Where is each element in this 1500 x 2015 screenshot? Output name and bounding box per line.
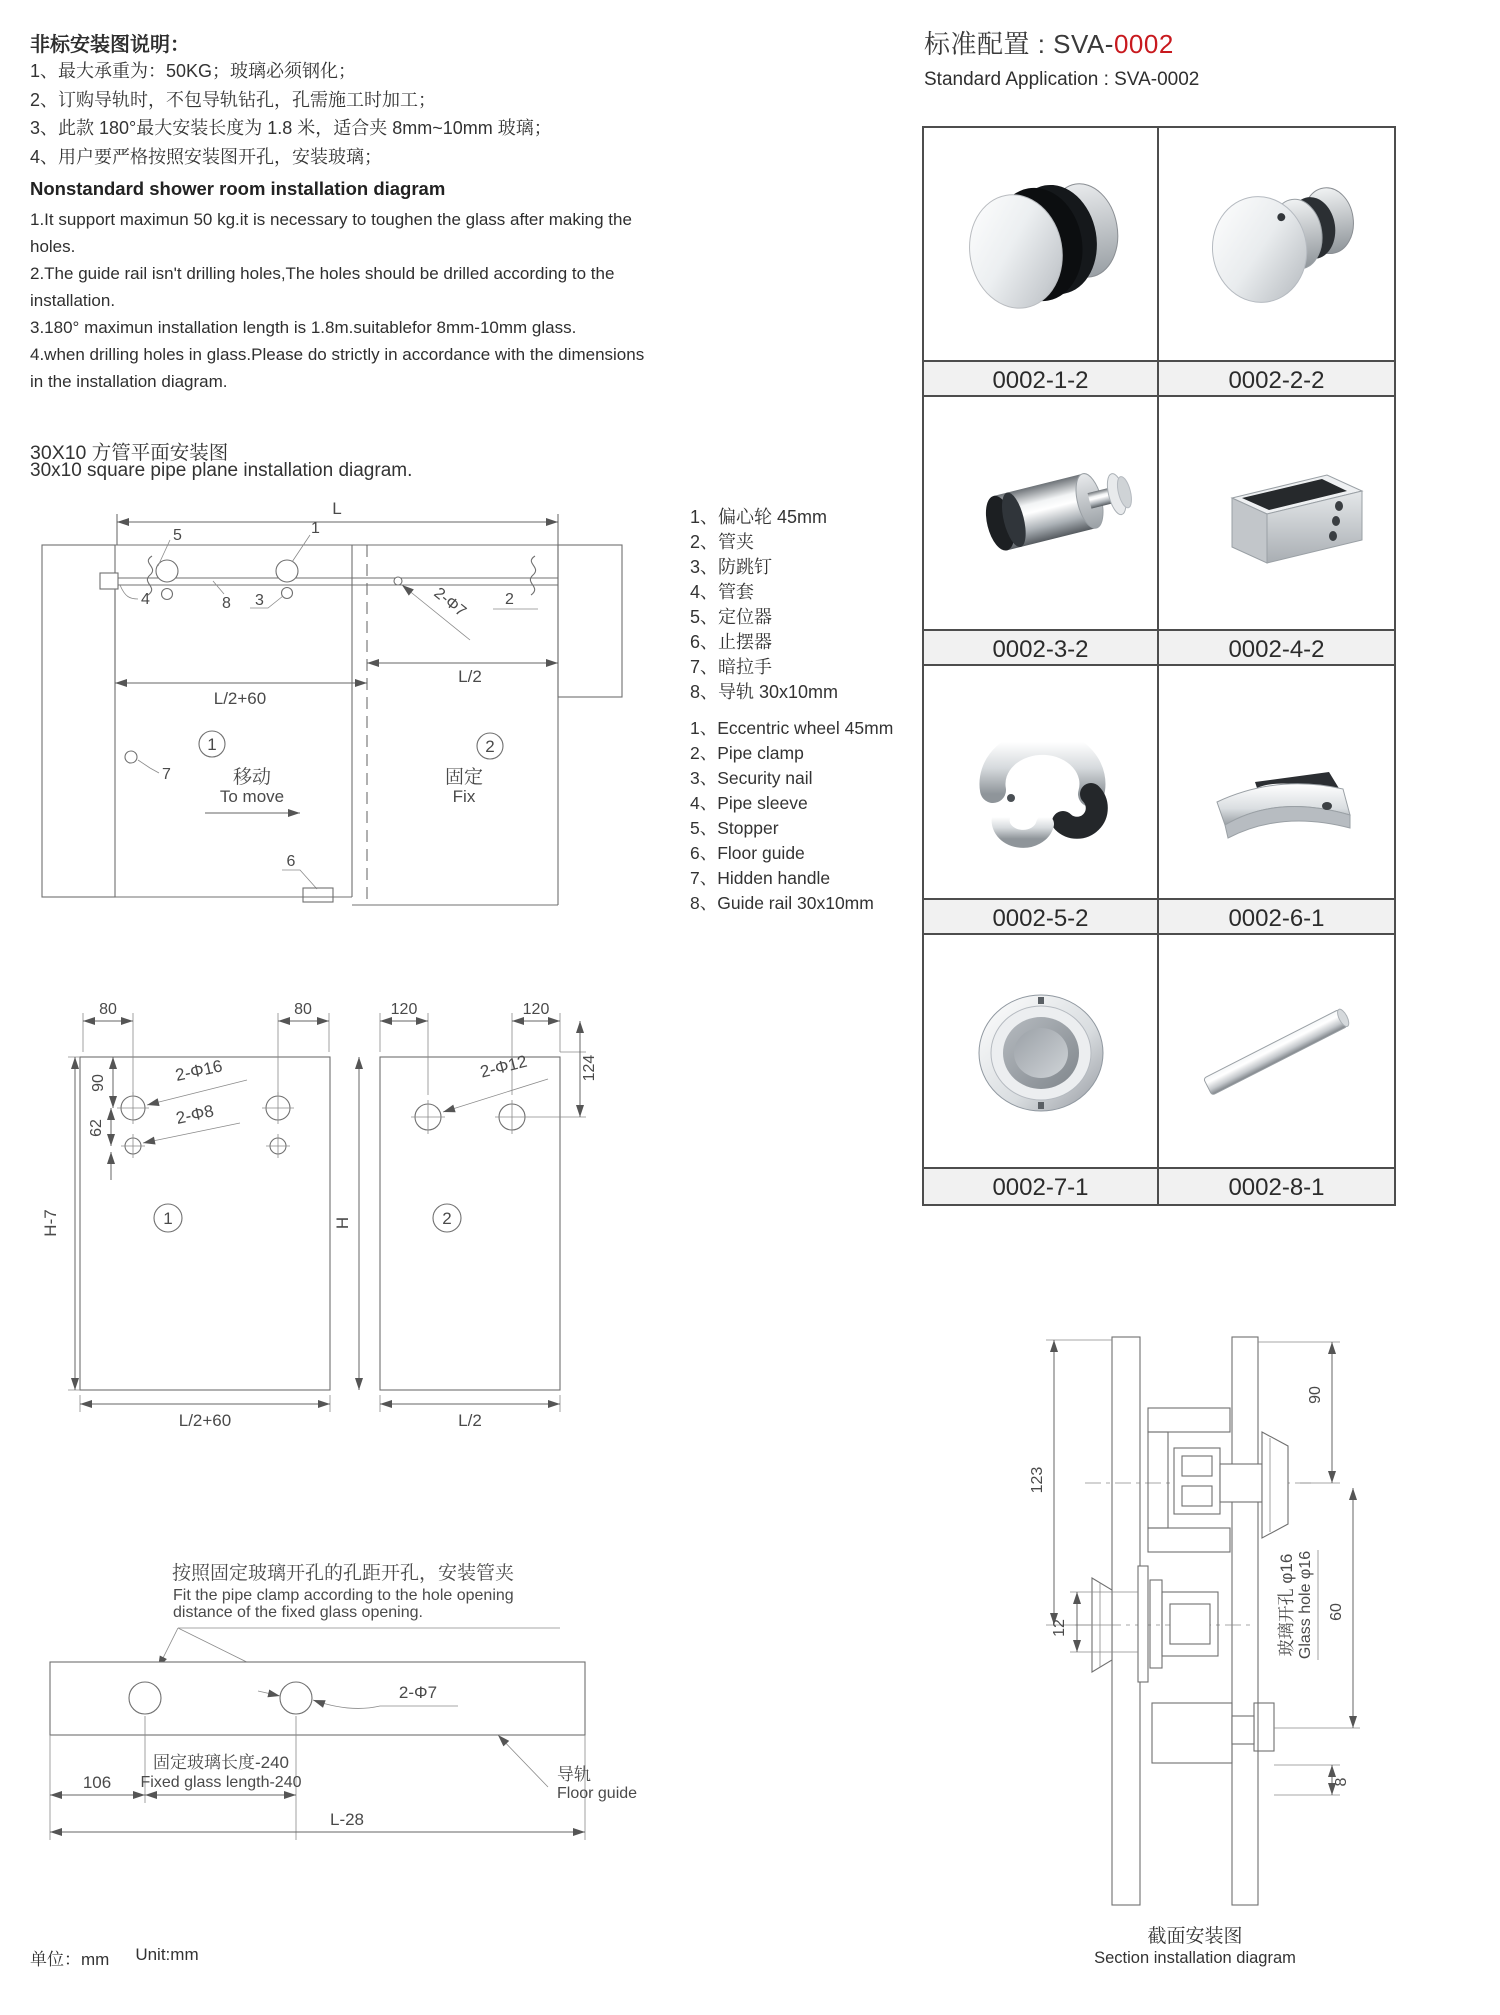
cn-note-line: 3、此款 180°最大安装长度为 1.8 米，适合夹 8mm~10mm 玻璃； xyxy=(30,118,552,138)
dim-124: 124 xyxy=(581,1054,598,1082)
rail-body xyxy=(50,1662,585,1735)
dim-90: 90 xyxy=(1307,1386,1324,1404)
brick-wall-left xyxy=(42,545,115,897)
plan-title-cn: 30X10 方管平面安装图 xyxy=(30,442,229,464)
glass-hole-label-cn: 玻璃开孔 φ16 xyxy=(1277,1553,1296,1657)
part-en: 8、Guide rail 30x10mm xyxy=(690,893,874,913)
product-label: 0002-8-1 xyxy=(1159,1167,1394,1204)
product-label: 0002-7-1 xyxy=(924,1167,1159,1204)
floor-guide-cn: 导轨 xyxy=(557,1765,591,1784)
unit-note xyxy=(30,1945,199,1970)
plan-installation-diagram xyxy=(30,500,650,925)
panel1-circled-number: 1 xyxy=(163,1209,173,1228)
stopper-clip-symbol xyxy=(147,556,152,595)
cn-notes-list xyxy=(30,57,552,171)
part-cn: 5、定位器 xyxy=(690,607,773,627)
part-en: 2、Pipe clamp xyxy=(690,743,804,763)
floor-guide-section xyxy=(1152,1703,1274,1763)
product-label: 0002-2-2 xyxy=(1159,360,1394,397)
en-notes-list xyxy=(30,206,662,395)
callout-2: 2 xyxy=(505,591,514,608)
product-cell xyxy=(924,128,1159,360)
product-cell xyxy=(1159,128,1394,360)
rail-hole-label: 2-Φ7 xyxy=(398,1683,438,1702)
product-label: 0002-5-2 xyxy=(924,898,1159,935)
rail-note-en1: Fit the pipe clamp according to the hole opening xyxy=(173,1587,514,1604)
header-title-prefix: 标准配置 : SVA- xyxy=(924,29,1114,59)
dim-120-left: 120 xyxy=(390,1001,418,1018)
part-en: 3、Security nail xyxy=(690,768,813,788)
product-label: 0002-4-2 xyxy=(1159,629,1394,666)
guide-rail-diagram xyxy=(30,1550,650,1850)
header-title xyxy=(924,24,1199,61)
plan-title-en: 30x10 square pipe plane installation diagram. xyxy=(30,460,413,481)
part-en: 1、Eccentric wheel 45mm xyxy=(690,718,894,738)
part-cn: 3、防跳钉 xyxy=(690,557,773,577)
product-image-0002-5-2 xyxy=(941,682,1141,882)
plan-structure xyxy=(100,545,558,905)
header-title-code: 0002 xyxy=(1113,29,1174,59)
product-image-0002-4-2 xyxy=(1177,413,1377,613)
panel2-number: 2 xyxy=(485,737,495,756)
glass-pane-right xyxy=(1232,1337,1258,1905)
page-header xyxy=(924,24,1199,91)
roller-symbol xyxy=(276,560,298,582)
panel1-number: 1 xyxy=(207,735,217,754)
product-label: 0002-3-2 xyxy=(924,629,1159,666)
part-en: 5、Stopper xyxy=(690,818,779,838)
hole-label-2phi12: 2-Φ12 xyxy=(478,1051,530,1082)
glass-length-en: Fixed glass length-240 xyxy=(140,1774,302,1791)
hole-label-2phi8: 2-Φ8 xyxy=(174,1101,216,1128)
dim-8: 8 xyxy=(1333,1777,1350,1787)
product-image-0002-8-1 xyxy=(1177,951,1377,1151)
panel2-holes xyxy=(411,1100,529,1134)
product-image-0002-1-2 xyxy=(941,144,1141,344)
part-cn: 7、暗拉手 xyxy=(690,657,773,677)
dim-62: 62 xyxy=(88,1119,105,1137)
unit-note-en: Unit:mm xyxy=(135,1945,199,1964)
move-label-cn: 移动 xyxy=(232,767,272,788)
floor-guide-symbol xyxy=(303,888,333,902)
en-notes-heading: Nonstandard shower room installation diagram xyxy=(30,178,446,199)
dim-bottom-L2-60: L/2+60 xyxy=(178,1411,232,1430)
cn-note-line: 2、订购导轨时，不包导轨钻孔，孔需施工时加工； xyxy=(30,89,437,110)
product-image-0002-2-2 xyxy=(1177,144,1377,344)
hidden-handle-symbol xyxy=(125,751,137,763)
en-note-line: 3.180° maximun installation length is 1.8m.suitablefor 8mm-10mm glass. xyxy=(30,318,577,337)
product-image-0002-7-1 xyxy=(941,951,1141,1151)
dim-80-left: 80 xyxy=(99,1001,117,1018)
dim-120-right: 120 xyxy=(522,1001,550,1018)
hole-symbol xyxy=(394,577,402,585)
part-cn: 6、止摆器 xyxy=(690,632,773,652)
en-note-line: 4.when drilling holes in glass.Please do strictly in accordance with the dimensions in the installation diagram. xyxy=(30,345,645,391)
callout-7: 7 xyxy=(162,766,171,783)
dim-H-7: H-7 xyxy=(41,1209,60,1237)
section-caption-cn: 截面安装图 xyxy=(1147,1926,1243,1947)
cn-note-line: 1、最大承重为：50KG；玻璃必须钢化； xyxy=(30,61,357,81)
hole-label-2phi7: 2-Φ7 xyxy=(430,584,470,621)
hole-label-2phi16: 2-Φ16 xyxy=(173,1056,225,1085)
pipe-sleeve-symbol xyxy=(100,573,118,589)
fix-label-en: Fix xyxy=(452,787,476,806)
move-label-en: To move xyxy=(219,787,285,806)
header-subtitle: Standard Application : SVA-0002 xyxy=(924,69,1200,90)
product-cell xyxy=(924,935,1159,1167)
brick-wall-right xyxy=(558,545,622,697)
callout-8: 8 xyxy=(222,595,231,612)
part-en: 4、Pipe sleeve xyxy=(690,793,808,813)
dim-L: L xyxy=(332,499,342,518)
product-cell xyxy=(1159,666,1394,898)
panel2-circled-number: 2 xyxy=(442,1209,452,1228)
dim-123: 123 xyxy=(1029,1466,1046,1494)
product-cell xyxy=(924,397,1159,629)
callout-5: 5 xyxy=(173,527,182,544)
product-label: 0002-1-2 xyxy=(924,360,1159,397)
section-caption-en: Section installation diagram xyxy=(1094,1949,1296,1967)
callout-3: 3 xyxy=(255,592,264,609)
parts-list-cn xyxy=(690,505,838,705)
parts-list-en xyxy=(690,716,893,916)
dim-90: 90 xyxy=(90,1074,107,1092)
product-cell xyxy=(1159,397,1394,629)
glass-pane-left xyxy=(1112,1337,1140,1905)
callout-4: 4 xyxy=(141,591,150,608)
part-en: 6、Floor guide xyxy=(690,843,805,863)
dim-bottom-L2: L/2 xyxy=(458,1411,482,1430)
en-note-line: 2.The guide rail isn't drilling holes,The holes should be drilled according to the installation. xyxy=(30,264,615,310)
rail-note-cn: 按照固定玻璃开孔的孔距开孔，安装管夹 xyxy=(172,1563,515,1584)
dim-60: 60 xyxy=(1328,1603,1345,1621)
en-note-line: 1.It support maximun 50 kg.it is necessary to toughen the glass after making the holes. xyxy=(30,210,632,256)
dim-106: 106 xyxy=(82,1773,112,1792)
glass-hole-label-en: Glass hole φ16 xyxy=(1297,1550,1314,1660)
dim-H: H xyxy=(333,1216,352,1230)
part-en: 7、Hidden handle xyxy=(690,868,831,888)
part-cn: 1、偏心轮 45mm xyxy=(690,507,828,527)
dim-80-right: 80 xyxy=(294,1001,312,1018)
roller-assembly-section xyxy=(1148,1408,1288,1552)
section-installation-diagram xyxy=(1000,1310,1430,1910)
glass-panel-2 xyxy=(380,1057,560,1390)
product-cell xyxy=(924,666,1159,898)
glass-length-cn: 固定玻璃长度-240 xyxy=(152,1753,290,1772)
part-cn: 2、管夹 xyxy=(690,532,755,552)
callout-6: 6 xyxy=(286,853,296,870)
dim-12: 12 xyxy=(1051,1619,1068,1637)
unit-note-cn: 单位：mm xyxy=(30,1950,110,1969)
security-nail-symbol xyxy=(282,588,293,599)
product-grid xyxy=(922,126,1396,1206)
product-label: 0002-6-1 xyxy=(1159,898,1394,935)
floor-guide-en: Floor guide xyxy=(557,1785,638,1802)
product-cell xyxy=(1159,935,1394,1167)
callout-1: 1 xyxy=(311,520,320,537)
product-image-0002-6-1 xyxy=(1177,682,1377,882)
break-symbol xyxy=(530,556,535,595)
dim-L-28: L-28 xyxy=(329,1810,365,1829)
cn-note-line: 4、用户要严格按照安装图开孔，安装玻璃； xyxy=(30,146,383,167)
glass-hole-diagram xyxy=(30,995,635,1440)
part-cn: 4、管套 xyxy=(690,582,755,602)
security-nail-symbol xyxy=(162,589,173,600)
cn-notes-heading: 非标安装图说明： xyxy=(30,34,190,56)
dim-L2-60: L/2+60 xyxy=(213,689,267,708)
product-image-0002-3-2 xyxy=(941,413,1141,613)
fix-label-cn: 固定 xyxy=(444,767,484,788)
hidden-handle-section xyxy=(1092,1566,1218,1682)
dim-L2: L/2 xyxy=(458,667,482,686)
rail-note-en2: distance of the fixed glass opening. xyxy=(173,1604,423,1621)
part-cn: 8、导轨 30x10mm xyxy=(690,682,839,702)
